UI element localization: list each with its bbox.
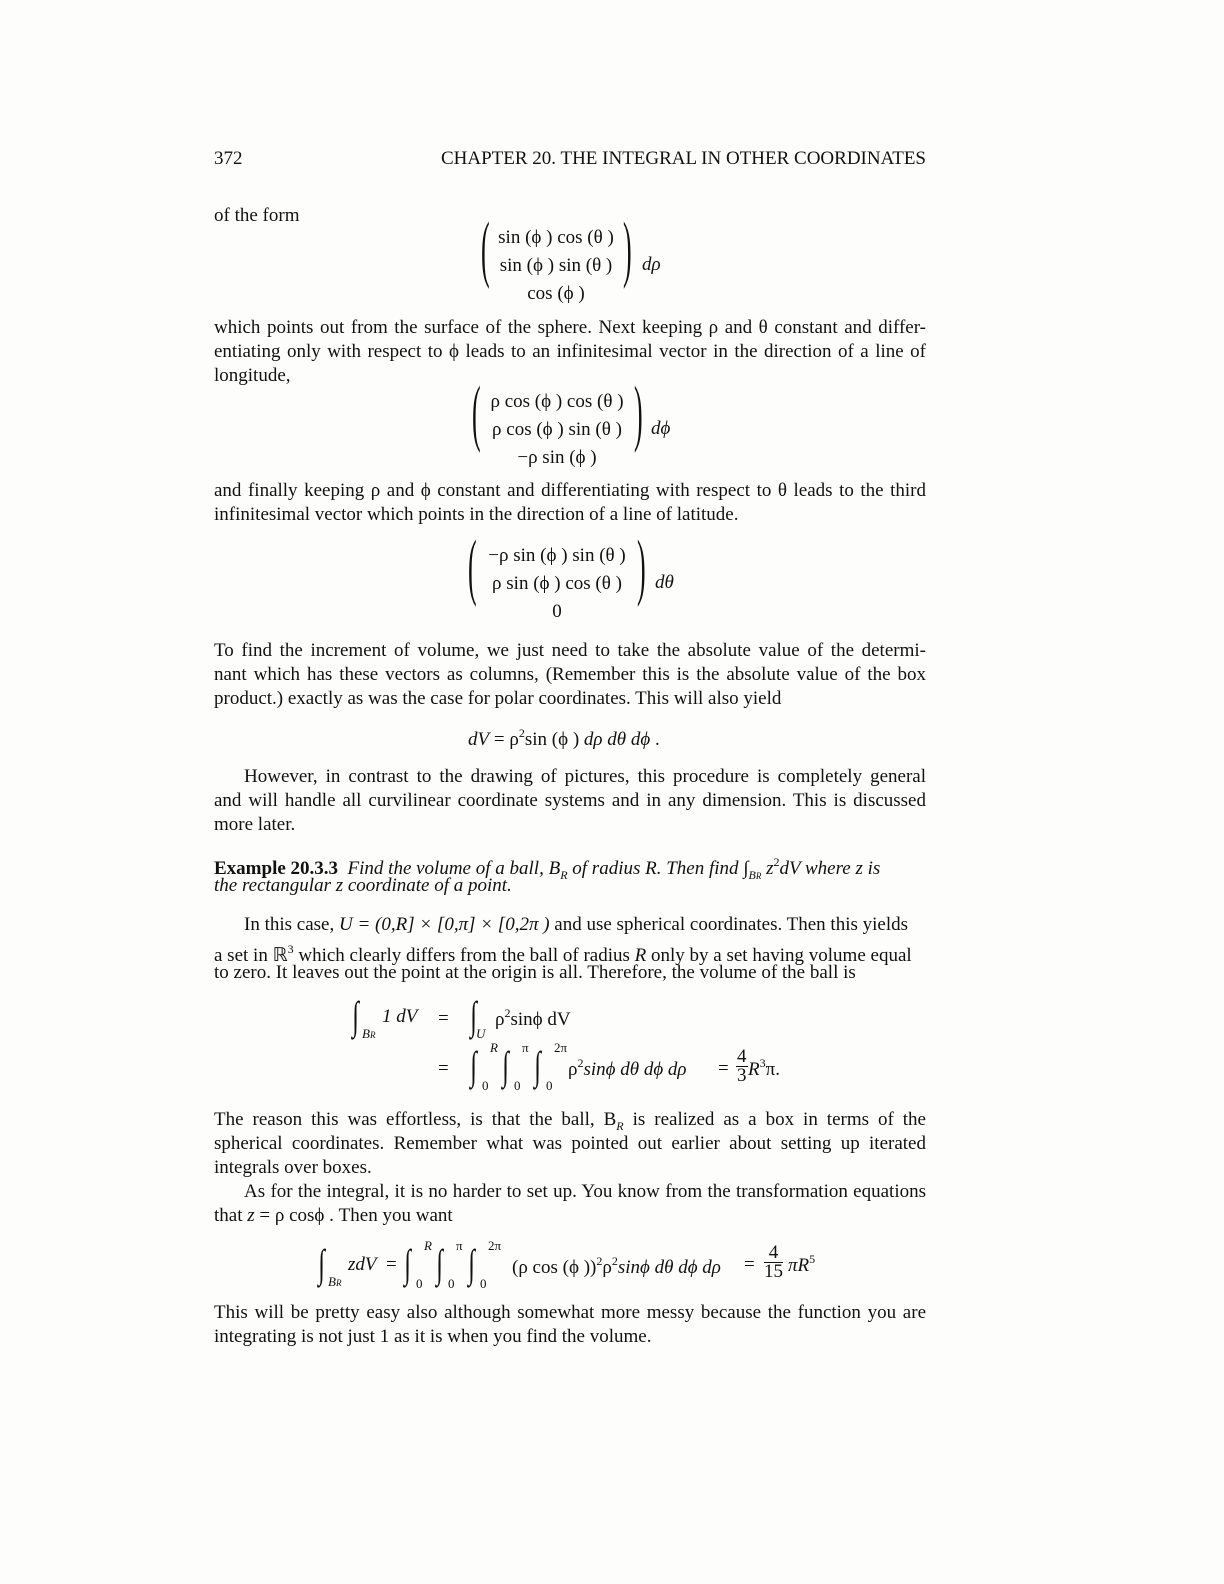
upper-limit: 2π	[554, 1040, 568, 1055]
integral-subscript: BR	[362, 1026, 376, 1041]
eq-result: $R^3\pi$.	[748, 1056, 780, 1080]
paragraph-line: integrals over boxes.	[214, 1157, 372, 1178]
example-text: Find the volume of a ball, B	[347, 858, 561, 879]
eq-rhs: $\rho^2\sin\phi$ dV	[495, 1006, 571, 1030]
paragraph-line	[214, 913, 926, 937]
paragraph-line: and will handle all curvilinear coordinate systems and in any dimension. This is discussed	[214, 790, 926, 811]
eq-sign: =	[718, 1058, 729, 1079]
text: and use spherical coordinates. Then this yields	[549, 914, 908, 935]
paragraph-line: which points out from the surface of the sphere. Next keeping ρ and θ constant and differ-	[214, 317, 926, 338]
text: that	[214, 1205, 248, 1226]
left-paren: (	[481, 208, 490, 290]
integral-sign: ∫	[318, 1241, 325, 1286]
eq-lhs: dV	[468, 729, 490, 750]
equation-ball-volume	[350, 993, 820, 1096]
paragraph-line: entiating only with respect to ϕ leads to an infinitesimal vector in the direction of a line of	[214, 341, 926, 362]
math-inline: U = (0,R] × [0,π] × [0,2π )	[338, 914, 550, 935]
vector-d-phi	[466, 372, 686, 472]
fraction: $\frac{4}{3}$	[737, 1046, 747, 1086]
vector-row: ρ cos (ϕ ) cos (θ )	[490, 391, 624, 412]
paragraph-intro: of the form	[214, 205, 300, 226]
paragraph-line: longitude,	[214, 365, 291, 386]
differential: dθ	[655, 572, 674, 593]
text: is realized as a box in terms of the	[623, 1109, 926, 1130]
lower-limit: 0	[546, 1078, 553, 1093]
math-inline: R	[634, 945, 647, 966]
paragraph-line: integrating is not just 1 as it is when you find the volume.	[214, 1326, 652, 1347]
subscript: B	[748, 868, 756, 882]
differential: dρ	[642, 254, 661, 275]
eq-exponent: 2	[518, 726, 525, 740]
equation-z-integral	[316, 1238, 836, 1298]
upper-limit: 2π	[488, 1238, 502, 1253]
vector-row: −ρ sin (ϕ ) sin (θ )	[488, 545, 626, 566]
paragraph-line: nant which has these vectors as columns, (Remember this is the absolute value of the box	[214, 664, 926, 685]
integral-subscript: U	[476, 1026, 486, 1041]
paragraph-line: more later.	[214, 814, 296, 835]
equation-volume-element	[468, 726, 660, 751]
page-number: 372	[214, 148, 243, 169]
upper-limit: R	[424, 1238, 432, 1253]
eq-sign: =	[744, 1254, 755, 1275]
fraction: $\frac{4}{15}$	[764, 1242, 783, 1282]
integral-sign: ∫	[352, 993, 359, 1038]
lower-limit: 0	[416, 1276, 423, 1291]
eq-result: $\pi R^5$	[788, 1252, 816, 1276]
lower-limit: 0	[482, 1078, 489, 1093]
integral-sign: ∫	[468, 1241, 475, 1286]
eq-sign: =	[438, 1058, 449, 1079]
integral-sign: ∫	[404, 1241, 411, 1286]
running-title: CHAPTER 20. THE INTEGRAL IN OTHER COORDINATES	[440, 148, 926, 169]
superscript: 2	[773, 855, 780, 869]
paragraph-line: and finally keeping ρ and ϕ constant and differentiating with respect to θ leads to the third	[214, 480, 926, 501]
vector-row: −ρ sin (ϕ )	[517, 447, 597, 468]
eq-sign: =	[493, 729, 505, 750]
integral-sign: ∫	[470, 1043, 477, 1088]
superscript: 3	[287, 942, 294, 956]
differential: dϕ	[651, 418, 671, 439]
right-paren: )	[623, 208, 632, 290]
paragraph-line: This will be pretty easy also although somewhat more messy because the function you are	[214, 1302, 926, 1323]
subscript: R	[616, 1119, 624, 1133]
lower-limit: 0	[514, 1078, 521, 1093]
text: a set in ℝ	[214, 945, 288, 966]
text: only by a set having volume equal	[646, 945, 912, 966]
upper-limit: π	[456, 1238, 463, 1253]
eq-sign: =	[386, 1254, 397, 1275]
paragraph-line: To find the increment of volume, we just need to take the absolute value of the determi-	[214, 640, 926, 661]
subscript: R	[755, 871, 762, 881]
vector-row: 0	[552, 601, 562, 622]
vector-row: ρ cos (ϕ ) sin (θ )	[492, 419, 622, 440]
lower-limit: 0	[480, 1276, 487, 1291]
example-statement-line2: the rectangular z coordinate of a point.	[214, 875, 512, 896]
integral-sign: ∫	[470, 993, 477, 1038]
integral-subscript: BR	[328, 1274, 342, 1289]
vector-d-theta	[462, 526, 682, 626]
upper-limit: R	[490, 1040, 498, 1055]
vector-row: sin (ϕ ) cos (θ )	[498, 227, 614, 248]
paragraph-line: product.) exactly as was the case for polar coordinates. This will also yield	[214, 688, 782, 709]
vector-row: cos (ϕ )	[527, 283, 585, 304]
integral-sign: ∫	[534, 1043, 541, 1088]
eq-rhs: $\rho^2\sin\phi$ dθ dϕ dρ	[568, 1056, 687, 1080]
eq-sin: sin (ϕ )	[524, 729, 584, 750]
paragraph-line: However, in contrast to the drawing of pictures, this procedure is completely general	[244, 766, 926, 787]
eq-lhs: zdV	[348, 1254, 377, 1275]
text: In this case,	[244, 914, 339, 935]
right-paren: )	[637, 526, 646, 608]
vector-row: sin (ϕ ) sin (θ )	[499, 255, 613, 276]
paragraph-line: infinitesimal vector which points in the direction of a line of latitude.	[214, 504, 739, 525]
left-paren: (	[468, 526, 477, 608]
integral-sign: ∫	[502, 1043, 509, 1088]
math-inline: z	[247, 1205, 255, 1226]
eq-sign: =	[438, 1008, 449, 1029]
eq-differentials: dρ dθ dϕ	[583, 729, 651, 750]
text: which clearly differs from the ball of radius	[293, 945, 635, 966]
example-text: of radius R. Then find ∫	[567, 858, 749, 879]
subscript: R	[560, 868, 568, 882]
eq-rhs: (ρ cos (ϕ ))$^2\rho^2\sin\phi$ dθ dϕ dρ	[512, 1254, 721, 1278]
eq-rho: ρ	[509, 729, 519, 750]
right-paren: )	[634, 372, 643, 454]
paragraph-line: As for the integral, it is no harder to set up. You know from the transformation equations	[244, 1181, 926, 1202]
paragraph-line	[214, 1204, 926, 1228]
paragraph-line: spherical coordinates. Remember what was pointed out earlier about setting up iterated	[214, 1133, 926, 1154]
text: = ρ cosϕ . Then you want	[254, 1205, 453, 1226]
eq-lhs: 1 dV	[382, 1006, 418, 1027]
left-paren: (	[472, 372, 481, 454]
text: The reason this was effortless, is that the ball, B	[214, 1109, 617, 1130]
eq-period: .	[650, 729, 660, 750]
example-text: dV where z is	[779, 858, 881, 879]
integral-sign: ∫	[436, 1241, 443, 1286]
example-label: Example 20.3.3	[214, 858, 339, 879]
vector-d-rho	[475, 208, 675, 308]
paragraph-line: to zero. It leaves out the point at the origin is all. Therefore, the volume of the ball is	[214, 962, 856, 983]
vector-row: ρ sin (ϕ ) cos (θ )	[492, 573, 622, 594]
upper-limit: π	[522, 1040, 529, 1055]
example-text: z	[766, 858, 774, 879]
lower-limit: 0	[448, 1276, 455, 1291]
